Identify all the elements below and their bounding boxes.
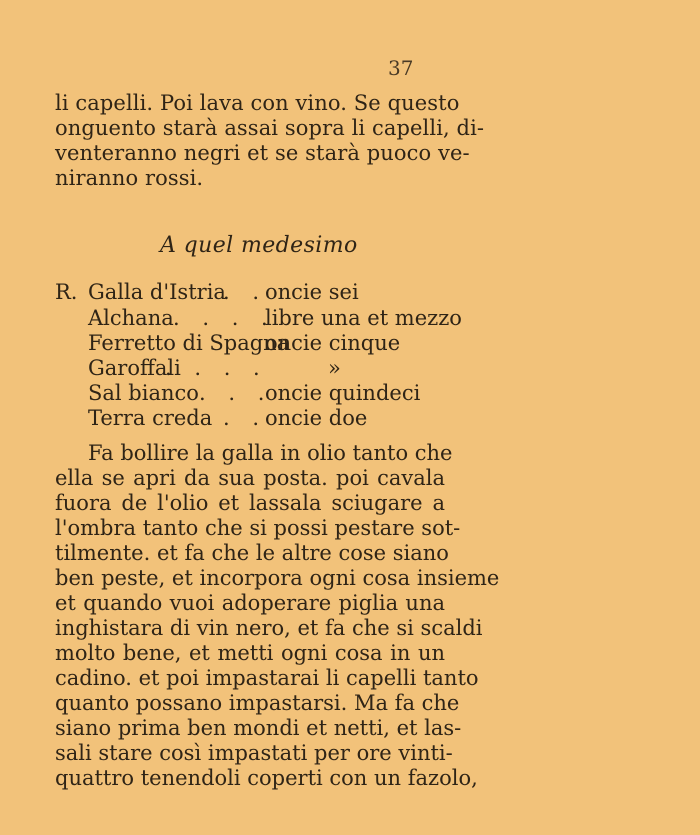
paragraph-line-9: molto bene, et metti ogni cosa in un <box>55 641 445 665</box>
section-title: A quel medesimo <box>160 233 358 258</box>
paragraph-line-13: sali stare così impastati per ore vinti- <box>55 741 453 765</box>
ingredient-leader-dots: . . . . <box>165 356 268 380</box>
paragraph-line-7: et quando vuoi adoperare piglia una <box>55 591 445 615</box>
paragraph-line-11: quanto possano impastarsi. Ma fa che <box>55 691 460 715</box>
ingredient-leader-dots: . . . <box>199 381 273 405</box>
paragraph-line-4: l'ombra tanto che si possi pestare sot- <box>55 516 461 540</box>
paragraph-line-8: inghistara di vin nero, et fa che si scaldi <box>55 616 483 640</box>
ingredient-quantity: » <box>328 356 341 380</box>
paragraph-line-10: cadino. et poi impastarai li capelli tanto <box>55 666 479 690</box>
opening-line-2: onguento starà assai sopra li capelli, di- <box>55 116 485 140</box>
paragraph-line-14: quattro tenendoli coperti con un fazolo, <box>55 766 478 790</box>
recipe-label: R. <box>55 280 78 304</box>
ingredient-leader-dots: . . <box>223 406 268 430</box>
ingredient-name: Galla d'Istria <box>88 280 226 304</box>
paragraph-line-1: Fa bollire la galla in olio tanto che <box>88 441 453 465</box>
opening-line-3: venteranno negri et se starà puoco ve- <box>55 141 470 165</box>
ingredient-quantity: oncie quindeci <box>265 381 421 405</box>
paragraph-line-2: ella se apri da sua posta. poi cavala <box>55 466 445 490</box>
ingredient-name: Ferretto di Spagna <box>88 331 290 355</box>
recipe-list <box>55 280 462 434</box>
opening-line-4: niranno rossi. <box>55 166 204 190</box>
ingredient-name: Terra creda <box>88 406 213 430</box>
page-number: 37 <box>388 56 414 80</box>
paragraph-line-5: tilmente. et fa che le altre cose siano <box>55 541 449 565</box>
paragraph-line-12: siano prima ben mondi et netti, et las- <box>55 716 462 740</box>
ingredient-name: Garoffali <box>88 356 181 380</box>
paragraph-line-6: ben peste, et incorpora ogni cosa insieme <box>55 566 500 590</box>
opening-line-1: li capelli. Poi lava con vino. Se questo <box>55 91 460 115</box>
ingredient-name: Alchana <box>88 306 174 330</box>
ingredient-quantity: oncie sei <box>265 280 359 304</box>
ingredient-quantity: oncie cinque <box>265 331 401 355</box>
paragraph-line-3: fuora de l'olio et lassala sciugare a <box>55 491 445 515</box>
ingredient-leader-dots: . . <box>223 280 268 304</box>
ingredient-leader-dots: . . . . <box>173 306 276 330</box>
ingredient-quantity: oncie doe <box>265 406 368 430</box>
ingredient-quantity: libre una et mezzo <box>265 306 462 330</box>
ingredient-name: Sal bianco <box>88 381 199 405</box>
